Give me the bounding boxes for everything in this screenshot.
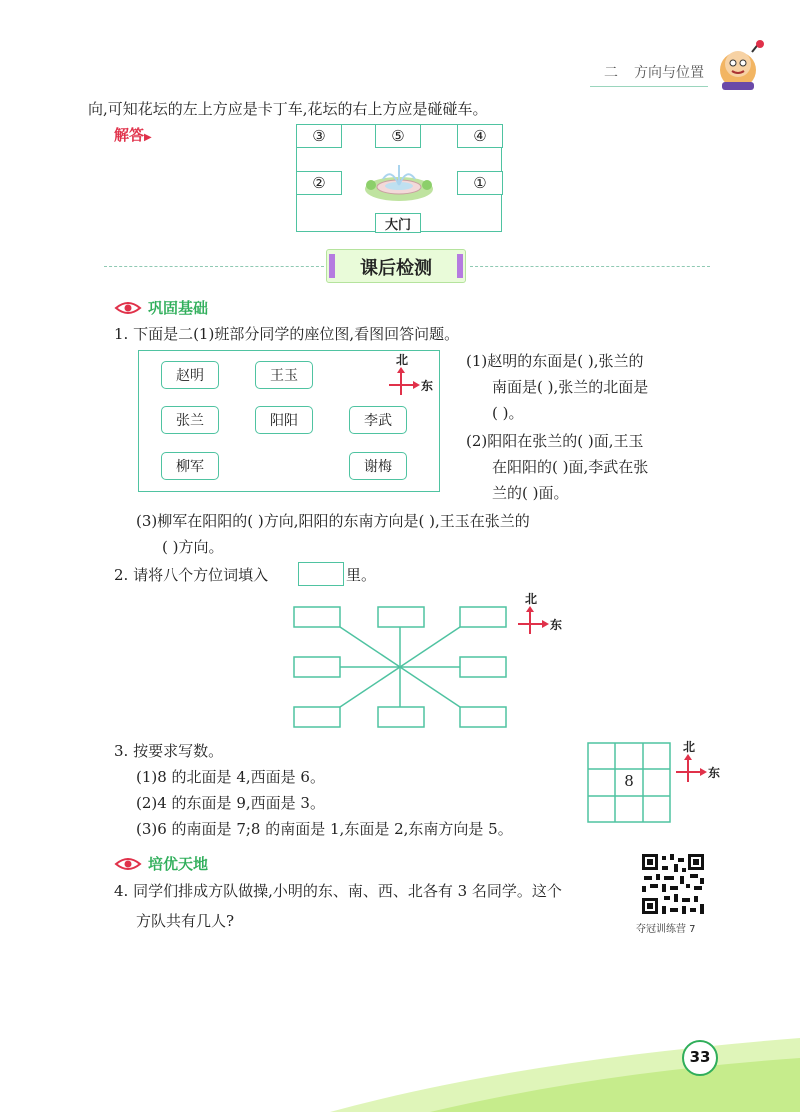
number-grid: [587, 742, 671, 823]
q4-line2: 方队共有几人?: [136, 912, 235, 930]
blank-box-sw[interactable]: [294, 707, 340, 727]
eye-icon: [114, 300, 142, 319]
q4-line1: 4. 同学们排成方队做操,小明的东、南、西、北各有 3 名同学。这个: [114, 882, 562, 900]
page-number-badge: [682, 1040, 718, 1076]
section-title: 课后检测: [360, 258, 432, 279]
blank-box-w[interactable]: [294, 657, 340, 677]
q2-compass-north: 北: [525, 592, 538, 606]
answer-label: [114, 124, 152, 145]
park-slot-mid-right: ①: [457, 171, 503, 195]
direction-star-diagram: [292, 605, 512, 731]
seat-chart: [138, 350, 440, 492]
compass-east-label: 东: [421, 379, 434, 393]
q1-part2-line1: (2)阳阳在张兰的( )面,王玉: [466, 432, 644, 450]
eye-icon-2: [114, 856, 142, 875]
q1-part1-line3: ( )。: [492, 404, 524, 422]
blank-box-e[interactable]: [460, 657, 506, 677]
q3-compass-east: 东: [708, 766, 721, 780]
compass-icon: [387, 367, 421, 401]
q1-part2-line3: 兰的( )面。: [492, 484, 569, 502]
answer-label-text: 解答: [114, 126, 145, 144]
basics-heading: 巩固基础: [148, 299, 209, 317]
q3-condition-1: (1)8 的北面是 4,西面是 6。: [136, 768, 325, 786]
q2-stem-b: 里。: [346, 566, 377, 584]
qr-caption: 夺冠训练营 7: [636, 924, 696, 935]
page-number: 33: [689, 1048, 711, 1066]
student-liujun: 柳军: [161, 452, 219, 480]
fountain-icon: [361, 159, 437, 203]
park-slot-top-left: ③: [296, 124, 342, 148]
q2-compass-east: 东: [550, 618, 563, 632]
blank-box-ne[interactable]: [460, 607, 506, 627]
q3-compass-north: 北: [683, 740, 696, 754]
q2-stem-a: 2. 请将八个方位词填入: [114, 566, 269, 584]
q1-part3-line1: (3)柳军在阳阳的( )方向,阳阳的东南方向是( ),王玉在张兰的: [136, 512, 530, 530]
student-zhaoming: 赵明: [161, 361, 219, 389]
q2-compass-icon: [516, 606, 550, 640]
blank-box-n[interactable]: [378, 607, 424, 627]
chapter-title: 方向与位置: [634, 65, 704, 81]
chapter-number: 二: [604, 65, 618, 81]
student-liwu: 李武: [349, 406, 407, 434]
q3-condition-3: (3)6 的南面是 7;8 的南面是 1,东面是 2,东南方向是 5。: [136, 820, 513, 838]
qr-code[interactable]: [640, 852, 706, 916]
blank-box-nw[interactable]: [294, 607, 340, 627]
q3-stem: 3. 按要求写数。: [114, 742, 224, 760]
blank-box-se[interactable]: [460, 707, 506, 727]
q3-compass-icon: [674, 754, 708, 788]
park-slot-top-mid: ⑤: [375, 124, 421, 148]
advanced-heading: 培优天地: [148, 855, 209, 873]
park-map: [296, 124, 502, 232]
section-divider-left: [104, 266, 324, 267]
q1-part1-line1: (1)赵明的东面是( ),张兰的: [466, 352, 644, 370]
section-divider-right: [470, 266, 710, 267]
park-slot-mid-left: ②: [296, 171, 342, 195]
student-zhanglan: 张兰: [161, 406, 219, 434]
grid-center-number: 8: [624, 772, 634, 790]
blank-box-s[interactable]: [378, 707, 424, 727]
header-divider: [590, 86, 708, 87]
gate-label: 大门: [375, 213, 421, 233]
park-slot-top-right: ④: [457, 124, 503, 148]
section-title-banner: [326, 249, 466, 283]
student-xiemei: 谢梅: [349, 452, 407, 480]
q1-part1-line2: 南面是( ),张兰的北面是: [492, 378, 649, 396]
q1-part3-line2: ( )方向。: [162, 538, 224, 556]
triangle-right-icon: ▶: [144, 132, 152, 143]
q2-blank-box-sample: [298, 562, 344, 586]
q1-part2-line2: 在阳阳的( )面,李武在张: [492, 458, 649, 476]
student-yangyang: 阳阳: [255, 406, 313, 434]
q3-condition-2: (2)4 的东面是 9,西面是 3。: [136, 794, 325, 812]
student-wangyu: 王玉: [255, 361, 313, 389]
mascot-icon: [708, 38, 768, 94]
compass-north-label: 北: [396, 353, 409, 367]
q1-stem: 1. 下面是二(1)班部分同学的座位图,看图回答问题。: [114, 325, 460, 343]
intro-line: 向,可知花坛的左上方应是卡丁车,花坛的右上方应是碰碰车。: [88, 100, 488, 118]
bottom-wave: [0, 1020, 800, 1112]
